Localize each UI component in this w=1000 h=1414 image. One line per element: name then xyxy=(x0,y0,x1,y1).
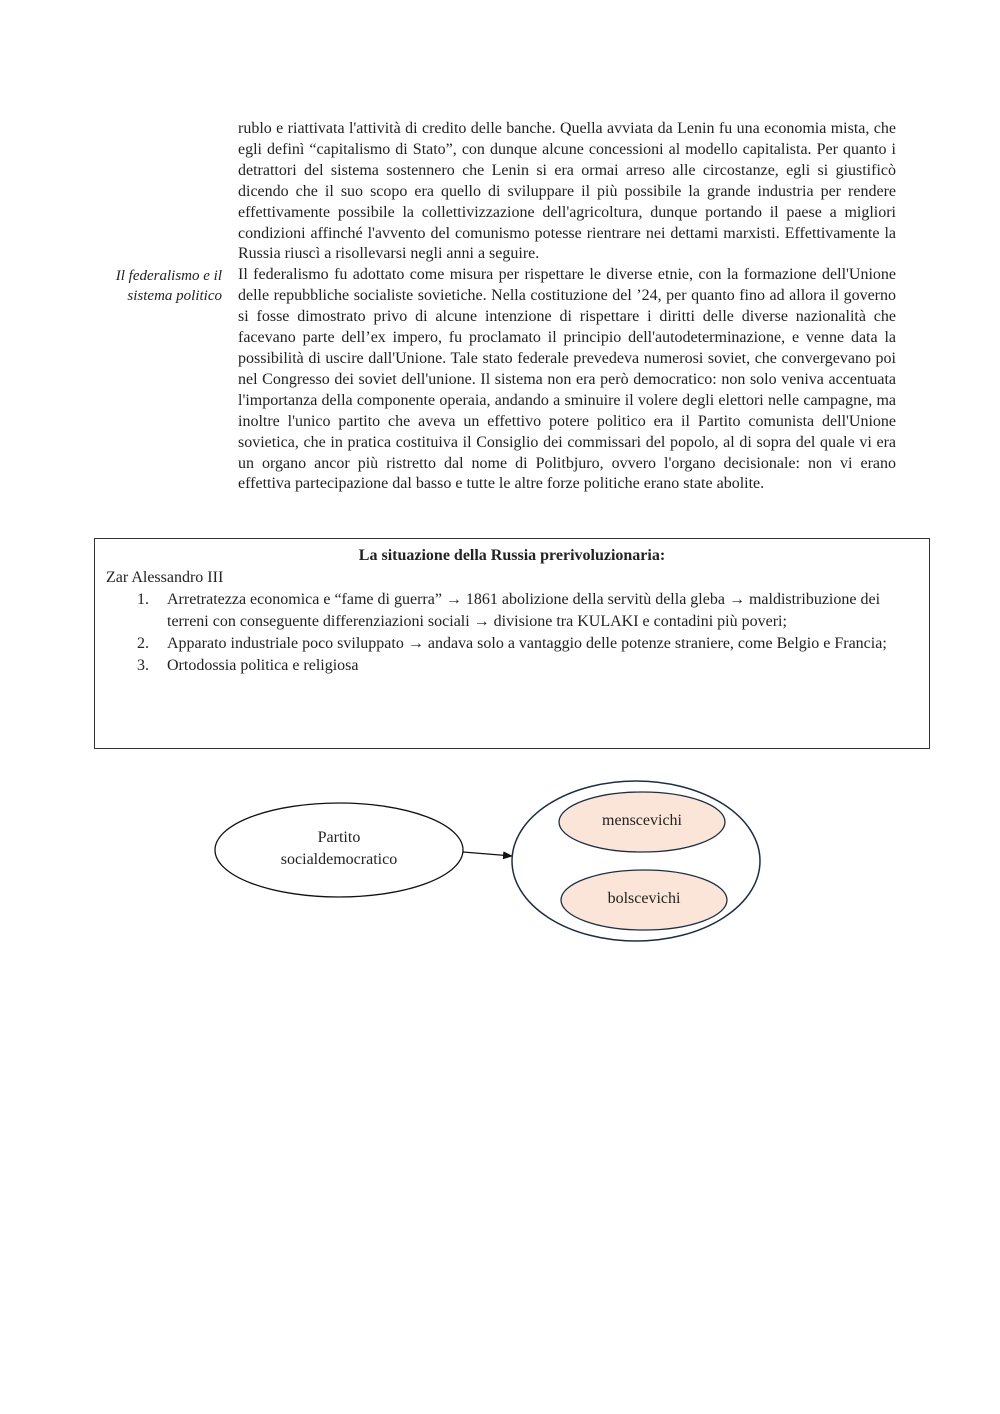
menscevichi-label: menscevichi xyxy=(602,812,682,829)
list-item-number: 2. xyxy=(137,635,149,652)
margin-note-line: Il federalismo e il xyxy=(115,268,222,284)
party-diagram xyxy=(0,760,1000,960)
summary-box-title: La situazione della Russia prerivoluzionaria: xyxy=(358,547,666,564)
list-item-text: Apparato industriale poco sviluppato → andava solo a vantaggio delle potenze straniere, come Belgio e Francia; xyxy=(167,635,887,652)
paragraph: rublo e riattivata l'attività di credito delle banche. Quella avviata da Lenin fu una economia mista, che egli definì “capitalismo di Stato”, con dunque alcune concessioni al modello capitalista. Per quanto i detrattori del sistema sostennero che Lenin si era ormai arreso alle circostanze, egli si giustificò dicendo che il suo scopo era quello di sviluppare il più possibile la grande industria per rendere effettivamente possibile la collettivizzazione dell'agricoltura, dunque portando il paese a migliori condizioni affinché l'avvento del comunismo potesse rientrare nei dettami marxisti. Effettivamente la Russia riuscì a risollevarsi negli anni a seguire. xyxy=(238,120,896,263)
social-democratic-party-ellipse xyxy=(215,803,463,897)
margin-note xyxy=(100,266,222,306)
social-democratic-party-label: socialdemocratico xyxy=(280,851,398,868)
summary-list xyxy=(106,589,918,677)
social-democratic-party-label: Partito xyxy=(317,829,361,846)
summary-box-subtitle: Zar Alessandro III xyxy=(106,569,224,586)
list-item-text: Arretratezza economica e “fame di guerra” → 1861 abolizione della servitù della gleba → maldistribuzione dei terreni con conseguente differenziazioni sociali → divisione tra KULAKI e contadini più poveri; xyxy=(167,591,881,630)
margin-note-line: sistema politico xyxy=(127,288,222,304)
split-arrow xyxy=(463,852,512,856)
list-item-text: Ortodossia politica e religiosa xyxy=(167,657,359,674)
list-item xyxy=(106,589,918,633)
list-item-number: 3. xyxy=(137,657,149,674)
bolscevichi-label: bolscevichi xyxy=(607,890,681,907)
body-text xyxy=(238,119,896,495)
list-item xyxy=(106,655,918,677)
summary-box xyxy=(94,538,930,749)
list-item xyxy=(106,633,918,655)
paragraph: Il federalismo fu adottato come misura per rispettare le diverse etnie, con la formazione dell'Unione delle repubbliche socialiste sovietiche. Nella costituzione del ’24, per quanto fino ad allora il governo si fosse dimostrato privo di alcune intenzione di rispettare i diritti delle diverse nazionalità che facevano parte dell’ex impero, fu proclamato il principio dell'autodeterminazione, e venne data la possibilità di uscire dall'Unione. Tale stato federale prevedeva numerosi soviet, che convergevano poi nel Congresso dei soviet dell'unione. Il sistema non era però democratico: non solo veniva accentuata l'importanza della componente operaia, andando a sminuire il volere degli elettori nelle campagne, ma inoltre l'unico partito che aveva un effettivo potere politico era il Partito comunista dell'Unione sovietica, che in pratica costituiva il Consiglio dei commissari del popolo, al di sopra del quale vi era un organo ancor più ristretto dal nome di Politbjuro, ovvero l'organo decisionale: non vi erano effettiva partecipazione dal basso e tutte le altre forze politiche erano state abolite. xyxy=(238,266,896,493)
list-item-number: 1. xyxy=(137,591,149,608)
